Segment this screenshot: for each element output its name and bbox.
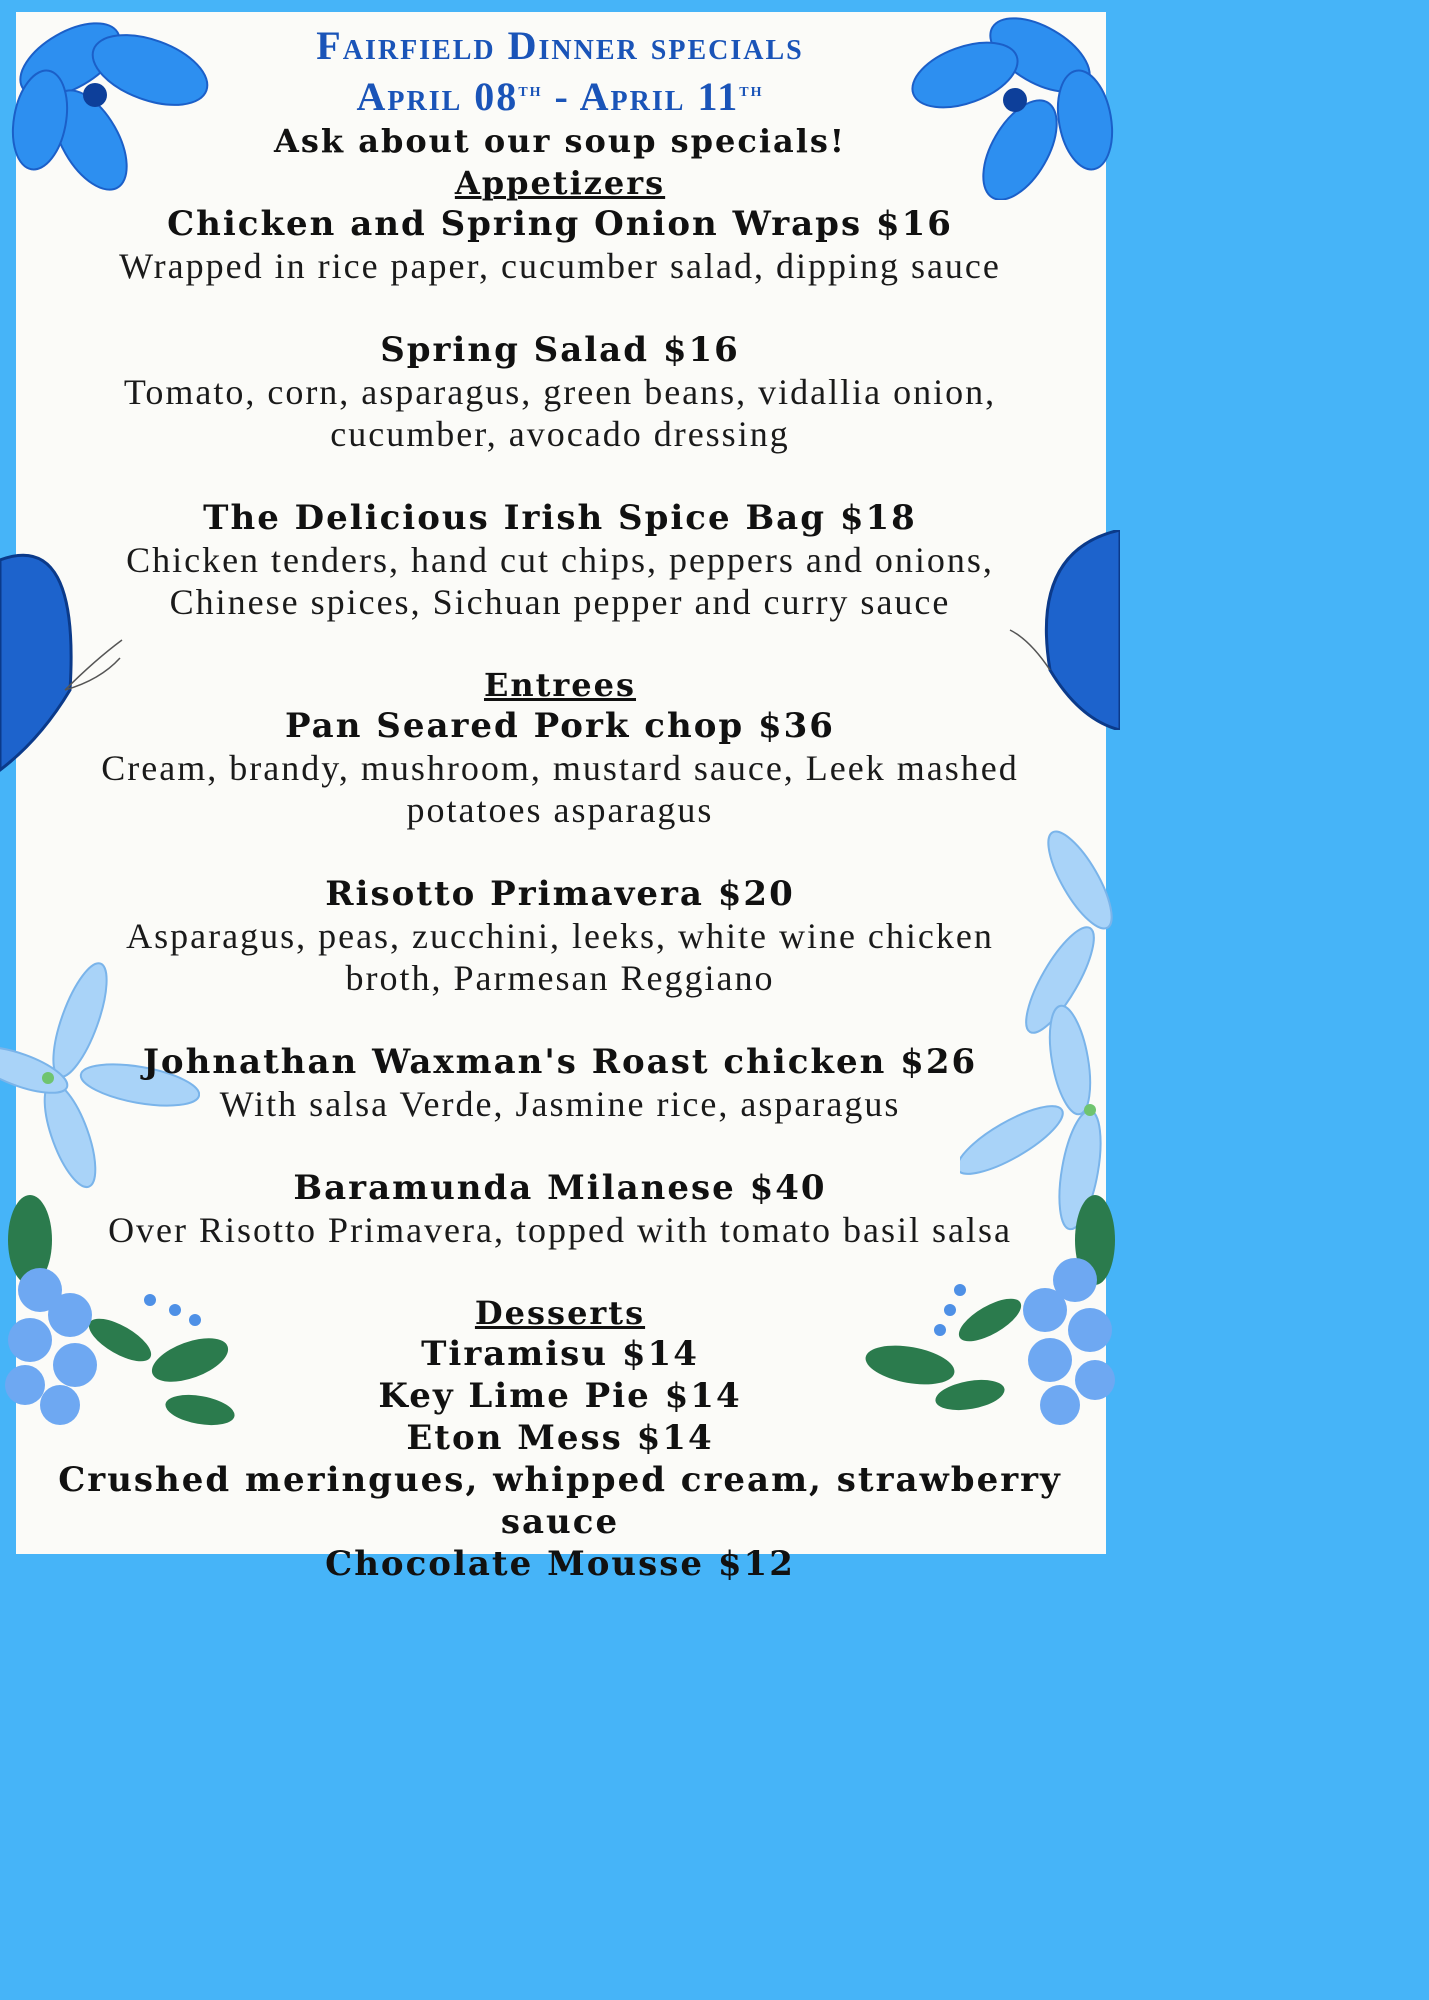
appetizers-heading: Appetizers (454, 164, 666, 202)
dish-description: Tomato, corn, asparagus, green beans, vidallia onion, (123, 372, 997, 412)
dessert-line: Chocolate Mousse $12 (325, 1544, 795, 1584)
dish-name: Chicken and Spring Onion Wraps $16 (167, 204, 953, 244)
dish-description: cucumber, avocado dressing (330, 414, 790, 454)
dessert-line: Crushed meringues, whipped cream, strawberry sauce (58, 1460, 1062, 1542)
dish-description: With salsa Verde, Jasmine rice, asparagus (219, 1084, 901, 1124)
dessert-line: Key Lime Pie $14 (378, 1376, 742, 1416)
desserts-heading: Desserts (474, 1294, 646, 1332)
dish-description: Over Risotto Primavera, topped with tomato basil salsa (108, 1210, 1012, 1250)
dish-name: Johnathan Waxman's Roast chicken $26 (142, 1042, 978, 1082)
dish-name: Risotto Primavera $20 (325, 874, 795, 914)
dish-name: Pan Seared Pork chop $36 (285, 706, 835, 746)
dish-description: broth, Parmesan Reggiano (345, 958, 775, 998)
dessert-line: Tiramisu $14 (421, 1334, 699, 1374)
dish-description: Cream, brandy, mushroom, mustard sauce, Leek mashed (101, 748, 1019, 788)
soup-note: Ask about our soup specials! (274, 122, 846, 160)
dessert-line: Eton Mess $14 (406, 1418, 714, 1458)
dish-description: Asparagus, peas, zucchini, leeks, white wine chicken (126, 916, 994, 956)
dish-name: Spring Salad $16 (380, 330, 740, 370)
menu-dates: April 08th - April 11th (356, 74, 764, 119)
dish-name: Baramunda Milanese $40 (293, 1168, 827, 1208)
dish-description: potatoes asparagus (406, 790, 714, 830)
dish-name: The Delicious Irish Spice Bag $18 (203, 498, 917, 538)
entrees-heading: Entrees (483, 666, 637, 704)
dish-description: Wrapped in rice paper, cucumber salad, dipping sauce (119, 246, 1001, 286)
menu-title: Fairfield Dinner specials (316, 23, 804, 68)
dish-description: Chinese spices, Sichuan pepper and curry sauce (169, 582, 951, 622)
dish-description: Chicken tenders, hand cut chips, peppers and onions, (126, 540, 994, 580)
menu-content (0, 24, 1120, 1585)
